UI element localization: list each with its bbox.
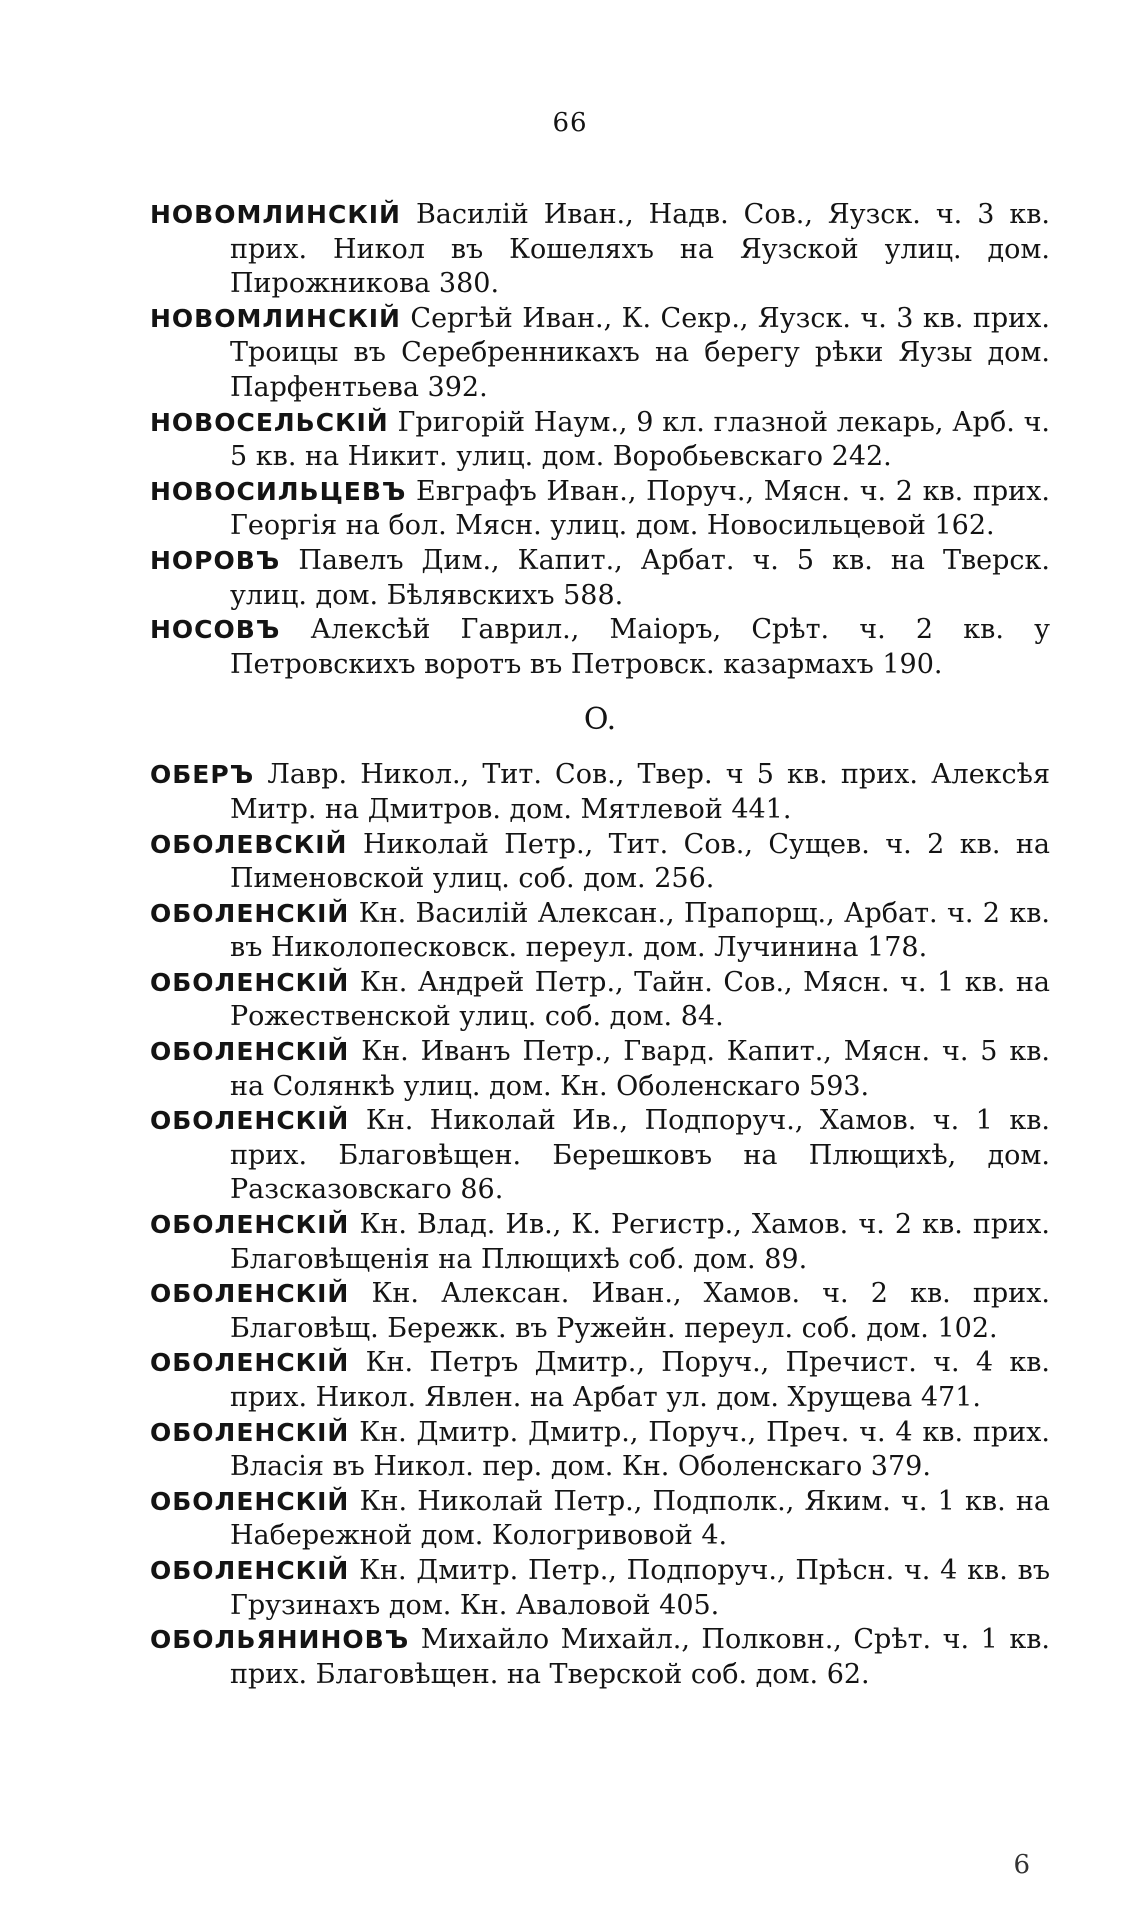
- entry-surname: ОБОЛЕНСКІЙ: [150, 1417, 350, 1447]
- entry-details: Лавр. Никол., Тит. Сов., Твер. ч 5 кв. прих. Алексѣя Митр. на Дмитров. дом. Мятлевой 441.: [230, 759, 1050, 825]
- entry-details: Кн. Николай Петр., Подполк., Яким. ч. 1 кв. на Набережной дом. Кологривовой 4.: [230, 1485, 1051, 1552]
- directory-entry: [150, 302, 1050, 406]
- directory-entry: [150, 897, 1050, 966]
- directory-entry: [150, 1277, 1050, 1346]
- entry-details: Кн. Иванъ Петр., Гвард. Капит., Мясн. ч. 5 кв. на Солянкѣ улиц. дом. Кн. Оболенскаго 593.: [230, 1036, 1050, 1102]
- entry-surname: ОБОЛЕНСКІЙ: [150, 1348, 350, 1378]
- entries-o-section: [150, 758, 1050, 1692]
- entry-details: Кн. Алексан. Иван., Хамов. ч. 2 кв. прих. Благовѣщ. Бережк. въ Ружейн. переул. соб. дом. 102.: [230, 1278, 1050, 1344]
- directory-entry: [150, 1035, 1050, 1104]
- directory-entry: [150, 406, 1050, 475]
- directory-entry: [150, 1416, 1050, 1485]
- entry-surname: ОБОЛЕНСКІЙ: [150, 1037, 350, 1067]
- entry-surname: НОСОВЪ: [150, 615, 281, 645]
- directory-entry: [150, 1623, 1050, 1692]
- entry-surname: ОБОЛЕНСКІЙ: [150, 1486, 350, 1516]
- entry-details: Кн. Дмитр. Петр., Подпоруч., Прѣсн. ч. 4 кв. въ Грузинахъ дом. Кн. Аваловой 405.: [230, 1554, 1050, 1621]
- entry-details: Василій Иван., Надв. Сов., Яузск. ч. 3 кв. прих. Никол въ Кошеляхъ на Яузской улиц. дом. Пирожникова 380.: [230, 199, 1050, 300]
- entry-surname: ОБОЛЕНСКІЙ: [150, 1279, 350, 1309]
- directory-entry: [150, 828, 1050, 897]
- page-number: 66: [552, 108, 588, 138]
- entries-n-section: [150, 198, 1050, 682]
- directory-entry: [150, 544, 1050, 613]
- entry-details: Михайло Михайл., Полковн., Срѣт. ч. 1 кв. прих. Благовѣщен. на Тверской соб. дом. 62.: [230, 1624, 1050, 1690]
- entry-surname: ОБОЛЕНСКІЙ: [150, 1555, 350, 1585]
- entry-details: Павелъ Дим., Капит., Арбат. ч. 5 кв. на Тверск. улиц. дом. Бѣлявскихъ 588.: [230, 544, 1050, 611]
- entry-details: Сергѣй Иван., К. Секр., Яузск. ч. 3 кв. прих. Троицы въ Серебренникахъ на берегу рѣки Яузы дом. Парфентьева 392.: [230, 302, 1050, 403]
- entry-surname: НОВОСЕЛЬСКІЙ: [150, 407, 389, 437]
- directory-entry: [150, 1346, 1050, 1415]
- entry-surname: ОБОЛЬЯНИНОВЪ: [150, 1625, 410, 1655]
- entry-surname: НОРОВЪ: [150, 545, 281, 575]
- entry-details: Алексѣй Гаврил., Маіоръ, Срѣт. ч. 2 кв. у Петровскихъ воротъ въ Петровск. казармахъ 190.: [230, 614, 1050, 680]
- section-heading: O.: [583, 702, 617, 738]
- entry-surname: НОВОМЛИНСКІЙ: [150, 200, 401, 229]
- entry-surname: НОВОСИЛЬЦЕВЪ: [150, 476, 407, 506]
- entry-details: Григорій Наум., 9 кл. глазной лекарь, Арб. ч. 5 кв. на Никит. улиц. дом. Воробьевскаго 242.: [230, 406, 1050, 473]
- directory-entry: [150, 1554, 1050, 1623]
- entry-surname: ОБОЛЕНСКІЙ: [150, 1210, 350, 1240]
- footer-signature-mark: 6: [1013, 1850, 1030, 1880]
- entry-surname: ОБОЛЕВСКІЙ: [150, 829, 348, 859]
- directory-entry: [150, 758, 1050, 827]
- directory-entry: [150, 1485, 1050, 1554]
- entry-details: Кн. Дмитр. Дмитр., Поруч., Преч. ч. 4 кв. прих. Власія въ Никол. пер. дом. Кн. Оболенскаго 379.: [230, 1416, 1050, 1483]
- directory-entry: [150, 1104, 1050, 1208]
- directory-entry: [150, 198, 1050, 302]
- entry-details: Кн. Петръ Дмитр., Поруч., Пречист. ч. 4 кв. прих. Никол. Явлен. на Арбат ул. дом. Хрущева 471.: [230, 1347, 1050, 1413]
- directory-text: [150, 198, 1050, 1692]
- directory-entry: [150, 613, 1050, 682]
- entry-surname: НОВОМЛИНСКІЙ: [150, 303, 401, 333]
- directory-entry: [150, 475, 1050, 544]
- entry-surname: ОБОЛЕНСКІЙ: [150, 1106, 350, 1136]
- entry-details: Николай Петр., Тит. Сов., Сущев. ч. 2 кв. на Пименовской улиц. соб. дом. 256.: [230, 828, 1050, 895]
- entry-surname: ОБЕРЪ: [150, 760, 255, 790]
- directory-entry: [150, 1208, 1050, 1277]
- entry-details: Кн. Василій Алексан., Прапорщ., Арбат. ч. 2 кв. въ Николопесковск. переул. дом. Лучинина 178.: [230, 897, 1050, 964]
- entry-surname: ОБОЛЕНСКІЙ: [150, 967, 350, 997]
- entry-details: Евграфъ Иван., Поруч., Мясн. ч. 2 кв. прих. Георгія на бол. Мясн. улиц. дом. Новосильцевой 162.: [230, 475, 1050, 542]
- entry-surname: ОБОЛЕНСКІЙ: [150, 898, 350, 928]
- entry-details: Кн. Андрей Петр., Тайн. Сов., Мясн. ч. 1 кв. на Рожественской улиц. соб. дом. 84.: [230, 966, 1050, 1033]
- entry-details: Кн. Николай Ив., Подпоруч., Хамов. ч. 1 кв. прих. Благовѣщен. Берешковъ на Плющихѣ, дом. Разсказовскаго 86.: [230, 1105, 1050, 1206]
- entry-details: Кн. Влад. Ив., К. Регистр., Хамов. ч. 2 кв. прих. Благовѣщенія на Плющихѣ соб. дом. 89.: [230, 1209, 1050, 1275]
- directory-entry: [150, 966, 1050, 1035]
